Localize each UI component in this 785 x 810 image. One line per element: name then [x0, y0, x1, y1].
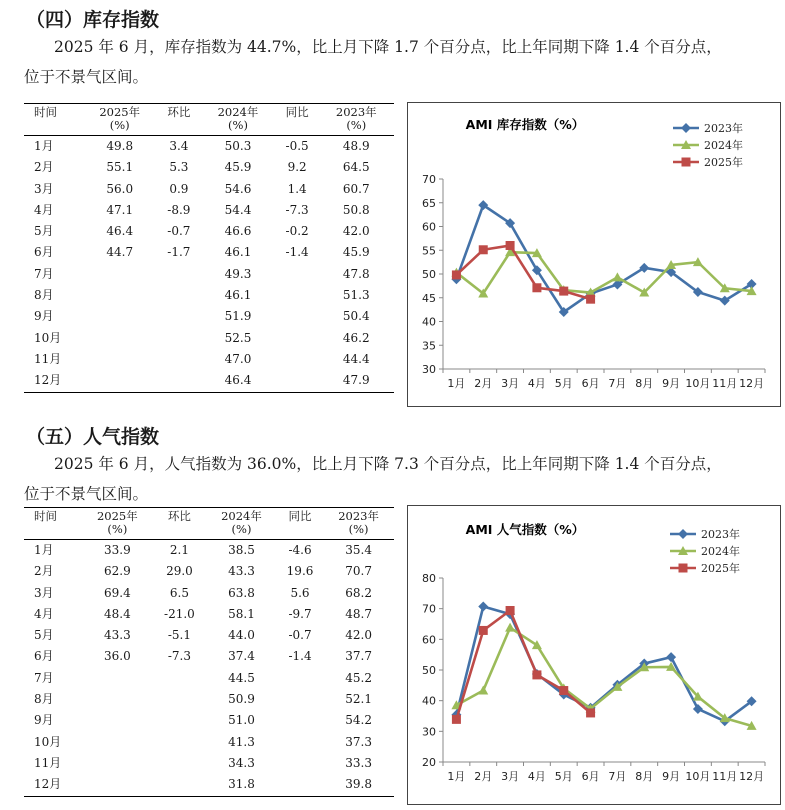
value-cell: 37.3: [345, 734, 372, 749]
popularity-index-table: [24, 507, 394, 797]
column-header-label: 同比: [288, 509, 312, 523]
month-cell: 9月: [34, 309, 54, 324]
value-cell: 48.9: [342, 139, 370, 153]
value-cell: -7.3: [167, 649, 191, 664]
data-point: [452, 715, 461, 724]
month-cell: 6月: [34, 245, 54, 260]
value-cell: 52.5: [224, 330, 252, 345]
paragraph-popularity: [24, 449, 784, 509]
inventory-line-chart: [408, 103, 780, 406]
value-cell: 42.0: [342, 224, 370, 239]
value-cell: 70.7: [345, 564, 372, 579]
y-tick-label: 80: [422, 572, 436, 585]
column-header: [323, 508, 394, 540]
value-cell: [276, 370, 319, 392]
y-tick-label: 70: [422, 173, 436, 186]
y-tick-label: 60: [422, 220, 436, 234]
value-cell: 47.9: [319, 370, 394, 392]
column-header: [276, 104, 319, 136]
y-tick-label: 35: [422, 339, 436, 353]
value-cell: -1.7: [167, 245, 191, 260]
value-cell: 46.4: [106, 224, 134, 239]
y-tick-label: 50: [422, 268, 436, 281]
month-cell: 12月: [24, 774, 82, 796]
value-cell: [153, 753, 206, 774]
legend-label: 2023年: [704, 122, 743, 135]
data-point: [478, 602, 488, 612]
month-cell: 7月: [34, 266, 54, 281]
y-tick-label: 20: [422, 756, 436, 769]
value-cell: [277, 732, 323, 753]
value-cell: 33.3: [345, 755, 372, 770]
column-header-label: 环比: [167, 105, 191, 119]
value-cell: 68.2: [345, 585, 372, 600]
value-cell: 52.1: [345, 692, 372, 707]
x-tick-label: 5月: [554, 377, 573, 390]
value-cell: 3.4: [169, 139, 189, 153]
value-cell: 55.1: [106, 160, 134, 175]
value-cell: 0.9: [169, 181, 189, 196]
value-cell: 9.2: [287, 160, 307, 175]
value-cell: -4.6: [288, 543, 312, 557]
table-row: [24, 540, 394, 562]
month-cell: 1月: [34, 139, 54, 153]
column-header: [319, 104, 394, 136]
x-tick-label: 6月: [581, 770, 600, 783]
x-tick-label: 8月: [635, 377, 654, 390]
table-row: [24, 179, 394, 200]
column-header: [206, 508, 277, 540]
table-row: [24, 753, 394, 774]
x-tick-label: 2月: [474, 770, 493, 783]
value-cell: [82, 349, 157, 370]
value-cell: 44.5: [228, 670, 255, 685]
month-cell: 5月: [34, 224, 54, 239]
value-cell: 62.9: [104, 564, 131, 579]
value-cell: [277, 753, 323, 774]
value-cell: 46.1: [224, 288, 252, 303]
value-cell: 46.1: [224, 245, 252, 260]
column-header-unit: (%): [348, 522, 369, 536]
column-header-unit: [277, 523, 323, 536]
x-tick-label: 9月: [662, 770, 681, 783]
month-cell: 11月: [34, 351, 62, 366]
x-tick-label: 3月: [501, 377, 520, 390]
value-cell: [157, 285, 200, 306]
x-tick-label: 10月: [685, 770, 711, 783]
table-row: [24, 625, 394, 646]
y-tick-label: 70: [422, 602, 436, 616]
month-cell: 3月: [34, 585, 54, 600]
paragraph-line: 位于不景气区间。: [24, 485, 149, 503]
value-cell: [276, 349, 319, 370]
y-tick-label: 40: [422, 315, 436, 329]
legend-label: 2025年: [701, 562, 740, 575]
inventory-chart: [407, 102, 781, 407]
value-cell: 45.2: [345, 670, 372, 685]
value-cell: 48.7: [345, 606, 372, 621]
value-cell: [276, 306, 319, 327]
value-cell: [82, 732, 153, 753]
data-point: [681, 123, 691, 133]
month-cell: 8月: [34, 692, 54, 707]
value-cell: 45.9: [224, 160, 252, 175]
value-cell: 34.3: [228, 755, 255, 770]
value-cell: 36.0: [104, 649, 131, 664]
column-header-label: 2025年: [99, 105, 141, 119]
column-header-label: 环比: [167, 509, 191, 523]
x-tick-label: 4月: [527, 377, 546, 390]
x-tick-label: 8月: [635, 770, 654, 783]
paragraph-line: 位于不景气区间。: [24, 68, 149, 86]
data-point: [693, 704, 703, 714]
section-heading-inventory: （四）库存指数: [26, 9, 160, 31]
value-cell: 50.4: [342, 309, 370, 324]
y-tick-label: 45: [422, 291, 436, 305]
value-cell: 31.8: [206, 774, 277, 796]
legend-label: 2023年: [701, 528, 740, 541]
table-row: [24, 604, 394, 625]
table-row: [24, 668, 394, 689]
value-cell: [276, 285, 319, 306]
x-tick-label: 9月: [662, 377, 681, 390]
value-cell: -5.1: [167, 628, 191, 643]
month-cell: 2月: [34, 160, 54, 175]
data-point: [532, 283, 541, 292]
month-cell: 5月: [34, 628, 54, 643]
column-header-label: 同比: [285, 105, 309, 119]
value-cell: 39.8: [323, 774, 394, 796]
value-cell: [82, 668, 153, 689]
value-cell: [153, 668, 206, 689]
table-row: [24, 689, 394, 710]
month-cell: 12月: [24, 370, 82, 392]
value-cell: [82, 306, 157, 327]
value-cell: 54.2: [345, 713, 372, 728]
table-row: [24, 200, 394, 221]
value-cell: 43.3: [228, 564, 255, 579]
column-header: [82, 508, 153, 540]
table-row: [24, 561, 394, 582]
section-heading-popularity: （五）人气指数: [26, 426, 160, 448]
value-cell: -8.9: [167, 202, 191, 217]
value-cell: [82, 753, 153, 774]
x-tick-label: 2月: [474, 377, 493, 390]
table-row: [24, 710, 394, 731]
value-cell: 42.0: [345, 628, 372, 643]
value-cell: -1.4: [288, 649, 312, 664]
data-point: [479, 626, 488, 635]
value-cell: 51.3: [342, 288, 370, 303]
x-tick-label: 12月: [739, 770, 765, 783]
y-tick-label: 60: [422, 633, 436, 647]
table-row: [24, 732, 394, 753]
data-point: [478, 686, 488, 695]
data-point: [682, 158, 691, 167]
month-cell: 4月: [34, 202, 54, 217]
series-line: [456, 628, 751, 726]
month-cell: 10月: [34, 734, 62, 749]
value-cell: [276, 264, 319, 285]
table-row: [24, 646, 394, 667]
value-cell: [82, 710, 153, 731]
value-cell: -7.3: [285, 202, 309, 217]
value-cell: [277, 668, 323, 689]
value-cell: 2.1: [169, 543, 189, 557]
popularity-line-chart: [408, 506, 780, 804]
value-cell: [276, 328, 319, 349]
table-row: [24, 157, 394, 178]
column-header-unit: (%): [109, 118, 130, 132]
value-cell: [157, 306, 200, 327]
x-tick-label: 7月: [608, 770, 627, 783]
month-cell: 8月: [34, 288, 54, 303]
x-tick-label: 5月: [554, 770, 573, 783]
column-header-label: 2023年: [338, 509, 379, 523]
column-header-label: 2025年: [96, 509, 138, 523]
legend-label: 2024年: [701, 545, 740, 558]
value-cell: [153, 689, 206, 710]
table-row: [24, 242, 394, 263]
x-tick-label: 11月: [712, 770, 738, 783]
y-tick-label: 40: [422, 694, 436, 708]
value-cell: [82, 285, 157, 306]
data-point: [559, 686, 568, 695]
x-tick-label: 3月: [501, 770, 520, 783]
legend-label: 2024年: [704, 139, 743, 152]
value-cell: 37.4: [228, 649, 255, 664]
value-cell: 46.6: [224, 224, 252, 239]
value-cell: 46.4: [200, 370, 275, 392]
value-cell: [153, 774, 206, 796]
value-cell: 41.3: [228, 734, 255, 749]
value-cell: 50.8: [342, 202, 370, 217]
y-tick-label: 50: [422, 664, 436, 677]
column-header-label: 2023年: [335, 105, 377, 119]
value-cell: 48.4: [104, 606, 131, 621]
value-cell: 51.9: [224, 309, 252, 324]
table-row: [24, 583, 394, 604]
value-cell: 45.9: [342, 245, 370, 260]
column-header: [82, 104, 157, 136]
value-cell: 46.2: [342, 330, 370, 345]
y-tick-label: 30: [422, 725, 436, 739]
table-row: [24, 221, 394, 242]
data-point: [678, 529, 688, 539]
column-header-unit: (%): [107, 522, 128, 536]
value-cell: 38.5: [228, 543, 255, 557]
value-cell: 50.9: [228, 692, 255, 707]
column-header-unit: [34, 119, 82, 132]
column-header-unit: [157, 119, 200, 132]
month-cell: 3月: [34, 181, 54, 196]
data-point: [612, 272, 622, 281]
column-header-unit: (%): [231, 522, 252, 536]
column-header-unit: [276, 119, 319, 132]
x-tick-label: 11月: [712, 377, 738, 390]
month-cell: 7月: [34, 670, 54, 685]
value-cell: 44.0: [228, 628, 255, 643]
month-cell: 2月: [34, 564, 54, 579]
value-cell: 47.0: [224, 351, 252, 366]
x-tick-label: 1月: [447, 770, 466, 783]
x-tick-label: 7月: [608, 377, 627, 390]
x-tick-label: 10月: [685, 377, 711, 390]
paragraph-line: 2025 年 6 月，库存指数为 44.7%，比上月下降 1.7 个百分点，比上年同期下降 1.4 个百分点，: [54, 38, 722, 56]
table-row: [24, 774, 394, 796]
chart-title: AMI 库存指数（%）: [465, 117, 585, 132]
value-cell: 6.5: [169, 585, 189, 600]
value-cell: 58.1: [228, 606, 255, 621]
value-cell: 47.1: [106, 202, 134, 217]
value-cell: [153, 710, 206, 731]
table-row: [24, 349, 394, 370]
value-cell: [157, 370, 200, 392]
series-line: [456, 611, 590, 720]
value-cell: [157, 328, 200, 349]
x-tick-label: 1月: [447, 377, 466, 390]
value-cell: [82, 328, 157, 349]
data-point: [479, 245, 488, 254]
value-cell: [157, 349, 200, 370]
value-cell: 50.3: [224, 139, 252, 153]
x-tick-label: 12月: [739, 377, 765, 390]
value-cell: [157, 264, 200, 285]
column-header-unit: [153, 523, 206, 536]
value-cell: 33.9: [104, 543, 131, 557]
value-cell: [277, 710, 323, 731]
x-tick-label: 6月: [581, 377, 600, 390]
chart-title: AMI 人气指数（%）: [465, 522, 585, 537]
value-cell: [153, 732, 206, 753]
value-cell: 51.0: [228, 713, 255, 728]
y-tick-label: 65: [422, 196, 436, 210]
column-header-unit: (%): [346, 118, 367, 132]
table-row: [24, 285, 394, 306]
table-row: [24, 328, 394, 349]
data-point: [666, 652, 676, 662]
data-point: [506, 606, 515, 615]
y-tick-label: 55: [422, 244, 436, 258]
legend-label: 2025年: [704, 156, 743, 169]
value-cell: -0.7: [288, 628, 312, 643]
month-cell: 9月: [34, 713, 54, 728]
data-point: [532, 670, 541, 679]
value-cell: 19.6: [286, 564, 314, 579]
value-cell: -21.0: [164, 606, 195, 621]
value-cell: -9.7: [288, 606, 312, 621]
value-cell: 44.7: [106, 245, 134, 260]
column-header-unit: (%): [228, 118, 248, 132]
table-row: [24, 306, 394, 327]
value-cell: 54.6: [224, 181, 252, 196]
value-cell: -0.2: [285, 224, 309, 239]
value-cell: 44.4: [342, 351, 370, 366]
series-line: [456, 252, 751, 293]
column-header: [24, 508, 82, 540]
value-cell: [277, 689, 323, 710]
column-header: [153, 508, 206, 540]
data-point: [452, 270, 461, 279]
column-header: [200, 104, 275, 136]
value-cell: 49.8: [106, 139, 134, 153]
value-cell: 5.3: [169, 160, 189, 175]
column-header: [24, 104, 82, 136]
value-cell: [82, 264, 157, 285]
month-cell: 4月: [34, 606, 54, 621]
value-cell: 29.0: [166, 564, 193, 579]
data-point: [679, 564, 688, 573]
value-cell: 60.7: [342, 181, 370, 196]
value-cell: 43.3: [104, 628, 131, 643]
value-cell: [82, 774, 153, 796]
paragraph-line: 2025 年 6 月，人气指数为 36.0%，比上月下降 7.3 个百分点，比上年同期下降 1.4 个百分点，: [54, 455, 722, 473]
value-cell: 49.3: [224, 266, 252, 281]
value-cell: 1.4: [287, 181, 307, 196]
data-point: [586, 295, 595, 304]
value-cell: 5.6: [290, 585, 310, 600]
data-point: [559, 287, 568, 296]
table-row: [24, 136, 394, 158]
month-cell: 6月: [34, 649, 54, 664]
value-cell: 54.4: [224, 202, 252, 217]
value-cell: 64.5: [342, 160, 370, 175]
table-row: [24, 264, 394, 285]
data-point: [506, 241, 515, 250]
x-tick-label: 4月: [527, 770, 546, 783]
value-cell: 69.4: [104, 585, 131, 600]
column-header-unit: [34, 523, 82, 536]
value-cell: 37.7: [345, 649, 372, 664]
column-header: [277, 508, 323, 540]
value-cell: [82, 370, 157, 392]
column-header-label: 2024年: [221, 509, 262, 523]
column-header-label: 时间: [34, 105, 57, 119]
column-header-label: 时间: [34, 509, 57, 523]
month-cell: 11月: [34, 755, 62, 770]
value-cell: 47.8: [342, 266, 370, 281]
value-cell: -1.4: [285, 245, 309, 260]
value-cell: 63.8: [228, 585, 255, 600]
value-cell: [277, 774, 323, 796]
value-cell: [82, 689, 153, 710]
paragraph-inventory: [24, 32, 784, 92]
value-cell: 35.4: [345, 543, 372, 557]
value-cell: -0.7: [167, 224, 191, 239]
data-point: [586, 708, 595, 717]
popularity-chart: [407, 505, 781, 805]
column-header: [157, 104, 200, 136]
value-cell: -0.5: [285, 139, 309, 153]
series-line: [456, 205, 751, 312]
y-tick-label: 30: [422, 363, 436, 376]
table-row: [24, 370, 394, 392]
month-cell: 10月: [34, 330, 62, 345]
inventory-index-table: [24, 103, 394, 393]
value-cell: 56.0: [106, 181, 134, 196]
column-header-label: 2024年: [217, 105, 259, 119]
month-cell: 1月: [34, 543, 54, 557]
